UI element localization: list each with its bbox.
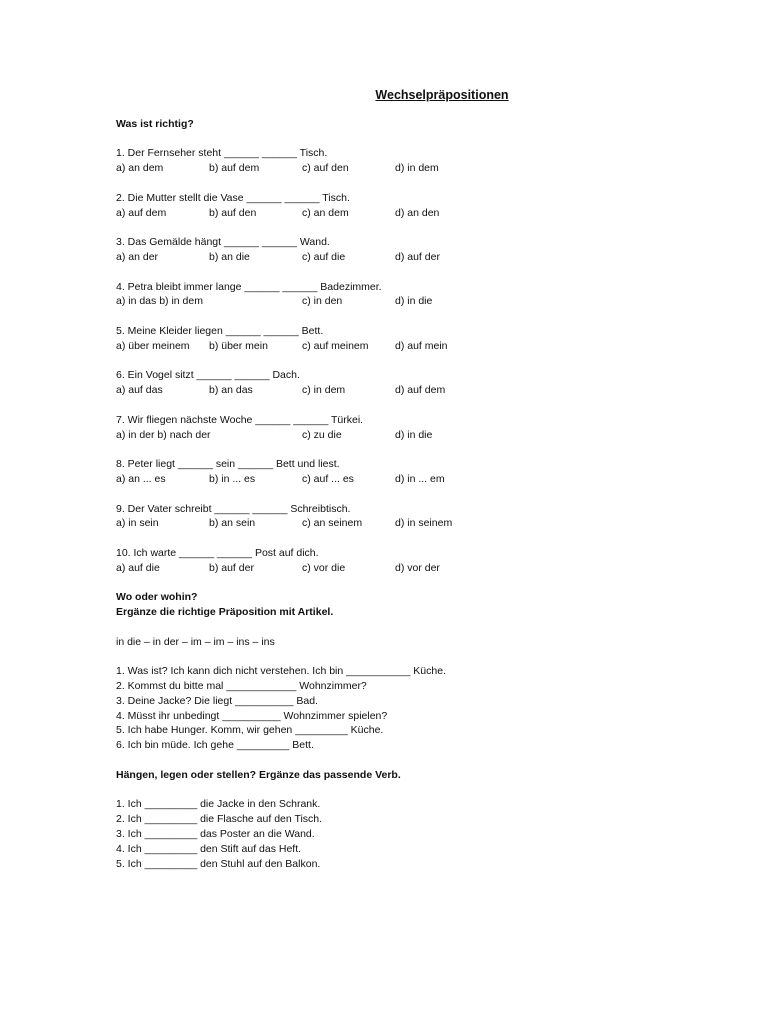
question-text: 1. Der Fernseher steht ______ ______ Tisch. <box>116 147 328 160</box>
question-text: 6. Ein Vogel sitzt ______ ______ Dach. <box>116 369 300 382</box>
answer-option: c) in dem <box>302 384 346 397</box>
section3-heading: Hängen, legen oder stellen? Ergänze das passende Verb. <box>116 768 401 781</box>
answer-options <box>116 472 676 487</box>
answer-option: a) auf das <box>116 384 163 397</box>
answer-option: a) auf die <box>116 561 160 574</box>
answer-options <box>116 383 676 398</box>
exercise-line: 3. Deine Jacke? Die liegt __________ Bad. <box>116 694 318 707</box>
section-multiple-choice <box>116 117 676 576</box>
question-text: 4. Petra bleibt immer lange ______ ______ Badezimmer. <box>116 280 382 293</box>
answer-option: c) zu die <box>302 428 342 441</box>
question-text: 2. Die Mutter stellt die Vase ______ ______ Tisch. <box>116 191 350 204</box>
answer-option: c) auf den <box>302 162 349 175</box>
answer-option: d) in ... em <box>395 472 445 485</box>
word-bank: in die – in der – im – im – ins – ins <box>116 635 275 648</box>
question-text: 9. Der Vater schreibt ______ ______ Schreibtisch. <box>116 502 351 515</box>
exercise-line: 3. Ich _________ das Poster an die Wand. <box>116 828 315 841</box>
exercise-line: 2. Kommst du bitte mal ____________ Wohnzimmer? <box>116 680 367 693</box>
answer-option: a) in der b) nach der <box>116 428 211 441</box>
answer-options <box>116 339 676 354</box>
exercise-line: 6. Ich bin müde. Ich gehe _________ Bett. <box>116 739 314 752</box>
answer-option: a) in sein <box>116 517 159 530</box>
answer-option: a) an ... es <box>116 472 166 485</box>
answer-option: d) auf der <box>395 250 440 263</box>
section2-subheading: Ergänze die richtige Präposition mit Artikel. <box>116 606 334 619</box>
answer-option: b) an das <box>209 384 253 397</box>
answer-option: b) an die <box>209 250 250 263</box>
answer-option: c) vor die <box>302 561 346 574</box>
answer-options <box>116 428 676 443</box>
answer-options <box>116 294 676 309</box>
exercise-list <box>116 797 676 871</box>
answer-option: d) vor der <box>395 561 440 574</box>
section-wo-wohin <box>116 590 676 753</box>
exercise-line: 1. Ich _________ die Jacke in den Schrank. <box>116 798 321 811</box>
exercise-list <box>116 664 676 753</box>
question-text: 5. Meine Kleider liegen ______ ______ Bett. <box>116 324 324 337</box>
answer-option: d) auf mein <box>395 339 448 352</box>
question-text: 10. Ich warte ______ ______ Post auf dich. <box>116 546 319 559</box>
exercise-line: 5. Ich _________ den Stuhl auf den Balkon. <box>116 857 321 870</box>
section-verbs <box>116 768 676 872</box>
answer-options <box>116 250 676 265</box>
exercise-line: 4. Müsst ihr unbedingt __________ Wohnzimmer spielen? <box>116 709 388 722</box>
exercise-line: 5. Ich habe Hunger. Komm, wir gehen _________ Küche. <box>116 724 384 737</box>
answer-option: b) auf den <box>209 206 257 219</box>
question-list <box>116 146 676 575</box>
exercise-line: 1. Was ist? Ich kann dich nicht verstehen. Ich bin ___________ Küche. <box>116 665 446 678</box>
question-text: 7. Wir fliegen nächste Woche ______ ______ Türkei. <box>116 413 364 426</box>
question-text: 3. Das Gemälde hängt ______ ______ Wand. <box>116 236 330 249</box>
worksheet <box>116 88 676 871</box>
answer-options <box>116 561 676 576</box>
answer-option: c) auf ... es <box>302 472 354 485</box>
answer-option: a) an dem <box>116 162 164 175</box>
answer-option: b) auf der <box>209 561 254 574</box>
answer-option: d) in seinem <box>395 517 453 530</box>
section1-heading: Was ist richtig? <box>116 117 194 130</box>
exercise-line: 2. Ich _________ die Flasche auf den Tisch. <box>116 813 323 826</box>
answer-option: a) in das b) in dem <box>116 295 203 308</box>
answer-option: c) an seinem <box>302 517 363 530</box>
answer-option: c) auf die <box>302 250 346 263</box>
answer-option: b) in ... es <box>209 472 256 485</box>
answer-options <box>116 161 676 176</box>
answer-option: c) an dem <box>302 206 349 219</box>
page-title: Wechselpräpositionen <box>375 88 509 102</box>
answer-option: d) in dem <box>395 162 439 175</box>
section2-heading: Wo oder wohin? <box>116 591 198 604</box>
answer-option: b) auf dem <box>209 162 260 175</box>
answer-option: a) über meinem <box>116 339 190 352</box>
answer-option: d) an den <box>395 206 440 219</box>
answer-option: d) in die <box>395 295 433 308</box>
question-text: 8. Peter liegt ______ sein ______ Bett und liest. <box>116 458 340 471</box>
answer-option: b) über mein <box>209 339 268 352</box>
exercise-line: 4. Ich _________ den Stift auf das Heft. <box>116 842 302 855</box>
answer-options <box>116 516 676 531</box>
answer-option: d) in die <box>395 428 433 441</box>
answer-option: d) auf dem <box>395 384 446 397</box>
answer-option: b) an sein <box>209 517 256 530</box>
answer-option: c) auf meinem <box>302 339 369 352</box>
answer-option: a) auf dem <box>116 206 167 219</box>
answer-options <box>116 206 676 221</box>
answer-option: c) in den <box>302 295 343 308</box>
answer-option: a) an der <box>116 250 159 263</box>
